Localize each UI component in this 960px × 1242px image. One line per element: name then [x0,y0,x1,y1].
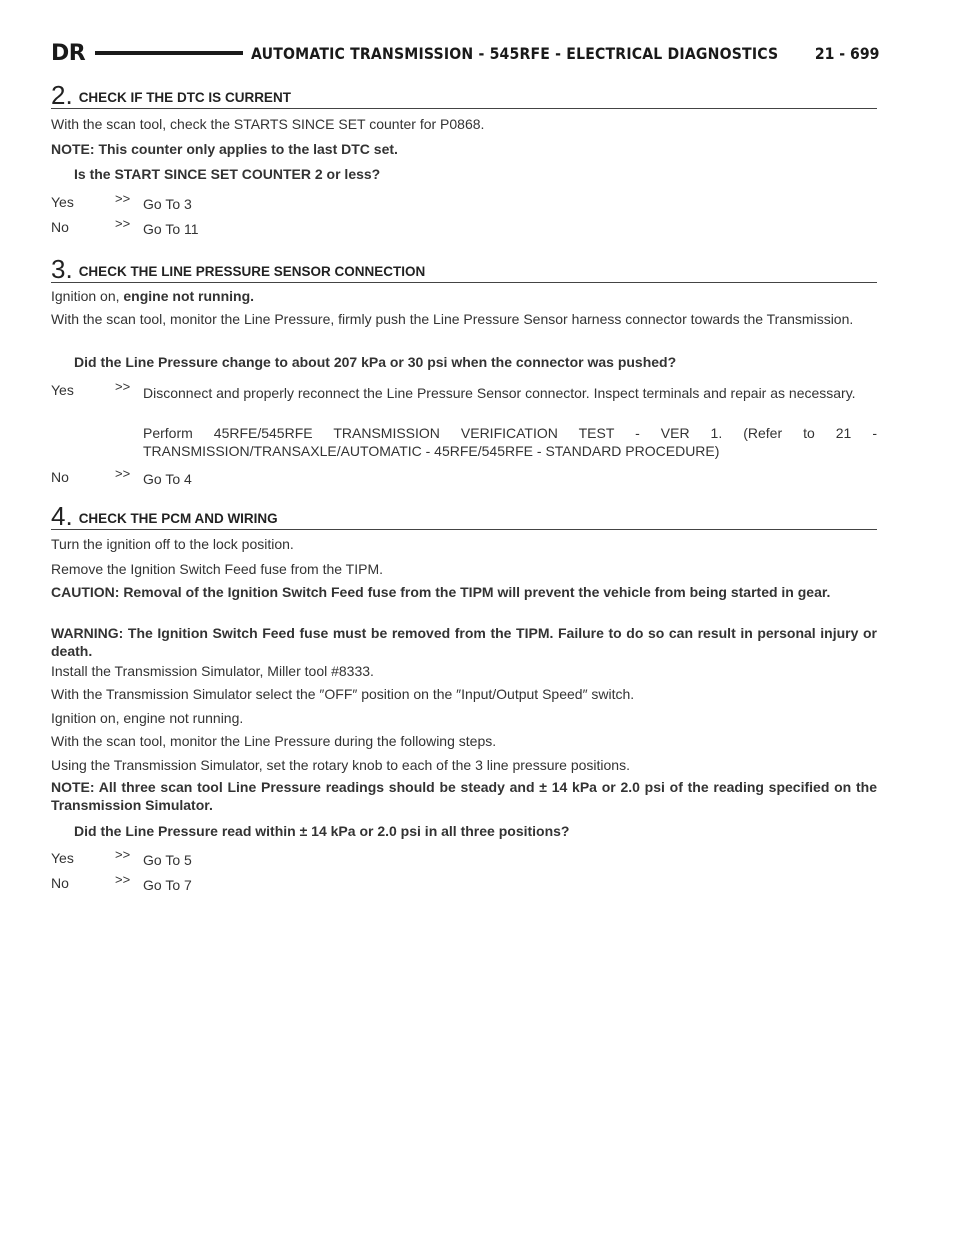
header-model: DR [51,40,86,66]
section-number: 2. [51,80,73,110]
section-title: CHECK IF THE DTC IS CURRENT [78,90,291,105]
step: With the Transmission Simulator select the ″OFF″ position on the ″Input/Output Speed″ switch. [51,686,635,702]
question: Did the Line Pressure read within ± 14 kPa or 2.0 psi in all three positions? [74,823,570,839]
section-number: 4. [51,501,73,531]
question: Is the START SINCE SET COUNTER 2 or less? [74,166,381,182]
header-page-number: 21 - 699 [814,43,879,63]
section-title: CHECK THE PCM AND WIRING [78,511,278,526]
no-label: No [51,469,69,485]
step: Ignition on, engine not running. [51,710,244,726]
step: With the scan tool, monitor the Line Pressure during the following steps. [51,733,497,749]
yes-answer-procedure: Perform 45RFE/545RFE TRANSMISSION VERIFICATION TEST - VER 1. (Refer to 21 - TRANSMISSION/TRANSAXLE/AUTOMATIC - 45RFE/545RFE - STANDARD PROCEDURE) [143,425,877,459]
note: NOTE: All three scan tool Line Pressure readings should be steady and ± 14 kPa or 2.0 psi of the reading specified on the Transmission Simulator. [51,779,877,813]
no-answer: Go To 4 [143,471,192,487]
arrow: >> [115,872,131,887]
no-answer: Go To 7 [143,877,192,893]
no-answer: Go To 11 [143,221,199,237]
section-title: CHECK THE LINE PRESSURE SENSOR CONNECTION [78,264,426,279]
header-rule [95,51,243,55]
header-title: AUTOMATIC TRANSMISSION - 545RFE - ELECTRICAL DIAGNOSTICS [251,43,779,63]
warning: WARNING: The Ignition Switch Feed fuse must be removed from the TIPM. Failure to do so can result in personal injury or death. [51,625,877,659]
paragraph [51,287,254,305]
question: Did the Line Pressure change to about 207 kPa or 30 psi when the connector was pushed? [74,354,677,370]
yes-label: Yes [51,382,74,398]
page-header [51,38,879,68]
step: Using the Transmission Simulator, set the rotary knob to each of the 3 line pressure positions. [51,757,630,773]
arrow: >> [115,847,131,862]
caution: CAUTION: Removal of the Ignition Switch Feed fuse from the TIPM will prevent the vehicle from being started in gear. [51,584,831,600]
section-2-heading [51,80,877,109]
paragraph-text: Ignition on, [51,288,120,304]
paragraph: With the scan tool, check the STARTS SINCE SET counter for P0868. [51,116,485,132]
arrow: >> [115,379,131,394]
paragraph-emphasis: engine not running. [123,288,255,304]
section-number: 3. [51,254,73,284]
no-label: No [51,219,69,235]
arrow: >> [115,191,131,206]
yes-answer: Disconnect and properly reconnect the Line Pressure Sensor connector. Inspect terminals and repair as necessary. [143,385,856,401]
step: Remove the Ignition Switch Feed fuse from the TIPM. [51,561,384,577]
step: Turn the ignition off to the lock position. [51,536,294,552]
arrow: >> [115,216,131,231]
yes-label: Yes [51,850,74,866]
note: NOTE: This counter only applies to the last DTC set. [51,141,398,157]
no-label: No [51,875,69,891]
yes-answer: Go To 5 [143,852,192,868]
section-4-heading [51,501,877,530]
paragraph: With the scan tool, monitor the Line Pressure, firmly push the Line Pressure Sensor harness connector towards the Transmission. [51,311,854,327]
section-3-heading [51,254,877,283]
yes-label: Yes [51,194,74,210]
step: Install the Transmission Simulator, Miller tool #8333. [51,663,374,679]
arrow: >> [115,466,131,481]
yes-answer: Go To 3 [143,196,192,212]
